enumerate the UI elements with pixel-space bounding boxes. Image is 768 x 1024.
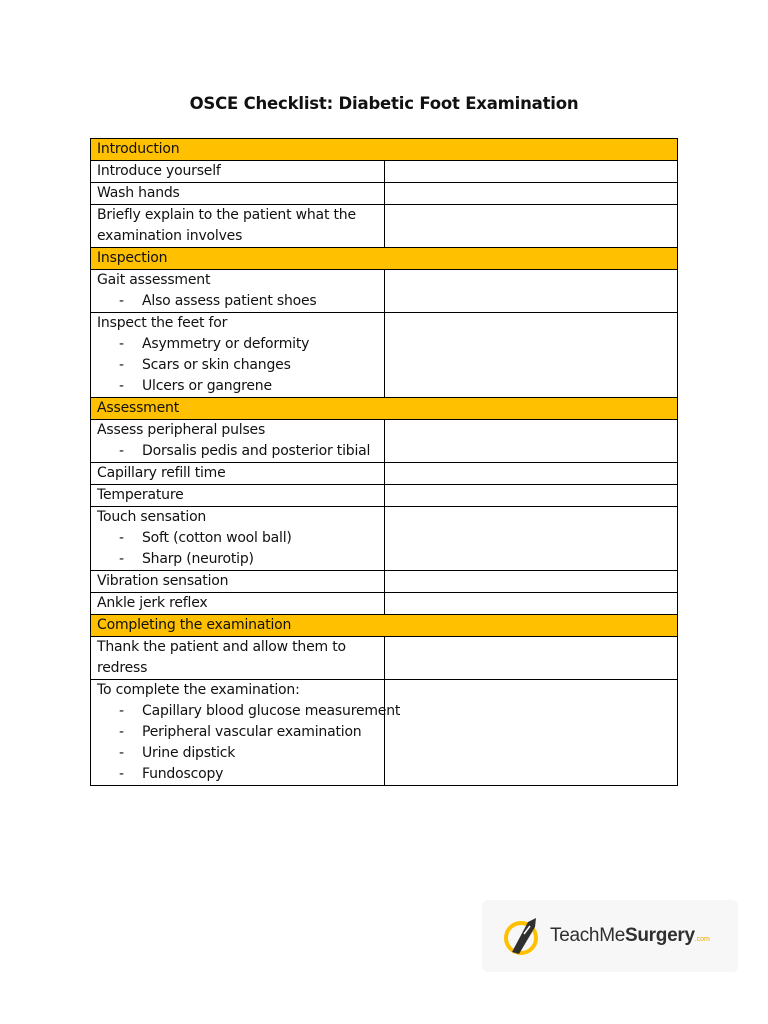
- sub-item: [97, 334, 378, 355]
- sub-item-label: Soft (cotton wool ball): [142, 530, 292, 546]
- checklist-item-row: [91, 463, 678, 485]
- sub-item-label: Asymmetry or deformity: [142, 336, 310, 352]
- sub-item: [97, 743, 378, 764]
- item-label: Wash hands: [97, 185, 180, 201]
- check-box[interactable]: [384, 485, 678, 507]
- sub-item-label: Capillary blood glucose measurement: [142, 703, 401, 719]
- sub-item-label: Dorsalis pedis and posterior tibial: [142, 443, 371, 459]
- section-heading: Introduction: [91, 139, 678, 161]
- sub-item-label: Urine dipstick: [142, 745, 236, 761]
- bullet-dash: -: [119, 443, 124, 459]
- checklist-item-text: [91, 571, 385, 593]
- sub-item: [97, 701, 401, 722]
- section-header-row: [91, 139, 678, 161]
- checklist-item-text: [91, 161, 385, 183]
- section-header-row: [91, 615, 678, 637]
- check-box[interactable]: [384, 183, 678, 205]
- sub-item: [97, 764, 378, 785]
- section-header-row: [91, 248, 678, 270]
- check-box[interactable]: [384, 637, 678, 680]
- sub-item: [97, 355, 378, 376]
- checklist-item-row: [91, 507, 678, 571]
- checklist-item-text: [91, 463, 385, 485]
- bullet-dash: -: [119, 530, 124, 546]
- checklist-item-text: [91, 420, 385, 463]
- item-label: Briefly explain to the patient what the examination involves: [97, 207, 356, 244]
- section-heading: Inspection: [91, 248, 678, 270]
- sub-item: [97, 549, 378, 570]
- check-box[interactable]: [384, 420, 678, 463]
- checklist-item-row: [91, 161, 678, 183]
- check-box[interactable]: [384, 161, 678, 183]
- bullet-dash: -: [119, 378, 124, 394]
- check-box[interactable]: [384, 270, 678, 313]
- bullet-dash: -: [119, 766, 124, 782]
- sub-item-label: Peripheral vascular examination: [142, 724, 362, 740]
- sub-item-label: Fundoscopy: [142, 766, 224, 782]
- bullet-dash: -: [119, 724, 124, 740]
- bullet-dash: -: [119, 551, 124, 567]
- checklist-item-row: [91, 313, 678, 398]
- check-box[interactable]: [384, 507, 678, 571]
- item-label: Ankle jerk reflex: [97, 595, 208, 611]
- sub-item-label: Also assess patient shoes: [142, 293, 317, 309]
- section-heading: Assessment: [91, 398, 678, 420]
- sub-item: [97, 722, 378, 743]
- bullet-dash: -: [119, 357, 124, 373]
- item-label: Vibration sensation: [97, 573, 229, 589]
- item-label: Temperature: [97, 487, 184, 503]
- section-header-row: [91, 398, 678, 420]
- checklist-item-row: [91, 637, 678, 680]
- sub-item-label: Scars or skin changes: [142, 357, 291, 373]
- checklist-item-row: [91, 183, 678, 205]
- checklist-item-row: [91, 571, 678, 593]
- section-heading: Completing the examination: [91, 615, 678, 637]
- item-label: Thank the patient and allow them to redress: [97, 639, 346, 676]
- check-box[interactable]: [384, 313, 678, 398]
- logo-text-suffix: .com: [694, 936, 710, 943]
- check-box[interactable]: [384, 680, 678, 786]
- checklist-item-text: [91, 637, 385, 680]
- logo-wordmark: [550, 925, 710, 947]
- checklist-item-text: [91, 205, 385, 248]
- bullet-dash: -: [119, 336, 124, 352]
- item-label: Inspect the feet for: [97, 315, 228, 331]
- checklist-table: [90, 138, 678, 786]
- bullet-dash: -: [119, 293, 124, 309]
- teachmesurgery-logo: [482, 900, 738, 972]
- checklist-item-row: [91, 205, 678, 248]
- sub-item-label: Sharp (neurotip): [142, 551, 254, 567]
- bullet-dash: -: [119, 745, 124, 761]
- check-box[interactable]: [384, 593, 678, 615]
- page-title: OSCE Checklist: Diabetic Foot Examination: [189, 94, 579, 113]
- logo-text-regular: TeachMe: [550, 925, 625, 946]
- sub-item: [97, 376, 378, 397]
- check-box[interactable]: [384, 571, 678, 593]
- sub-item: [97, 441, 378, 462]
- checklist-item-text: [91, 183, 385, 205]
- item-label: Assess peripheral pulses: [97, 422, 266, 438]
- checklist-item-row: [91, 485, 678, 507]
- sub-item: [97, 528, 378, 549]
- checklist-item-text: [91, 507, 385, 571]
- checklist-item-text: [91, 270, 385, 313]
- checklist-item-text: [91, 680, 401, 786]
- sub-item: [97, 291, 378, 312]
- bullet-dash: -: [119, 703, 124, 719]
- checklist-item-text: [91, 593, 385, 615]
- checklist-item-row: [91, 270, 678, 313]
- item-label: Touch sensation: [97, 509, 207, 525]
- item-label: Gait assessment: [97, 272, 211, 288]
- checklist-item-row: [91, 420, 678, 463]
- checklist-item-row: [91, 680, 678, 786]
- item-label: To complete the examination:: [97, 682, 300, 698]
- check-box[interactable]: [384, 205, 678, 248]
- pen-nib-icon: [502, 914, 544, 958]
- sub-item-label: Ulcers or gangrene: [142, 378, 272, 394]
- logo-text-bold: Surgery: [625, 925, 695, 946]
- checklist-item-row: [91, 593, 678, 615]
- checklist-item-text: [91, 485, 385, 507]
- item-label: Introduce yourself: [97, 163, 221, 179]
- check-box[interactable]: [384, 463, 678, 485]
- checklist-item-text: [91, 313, 385, 398]
- item-label: Capillary refill time: [97, 465, 226, 481]
